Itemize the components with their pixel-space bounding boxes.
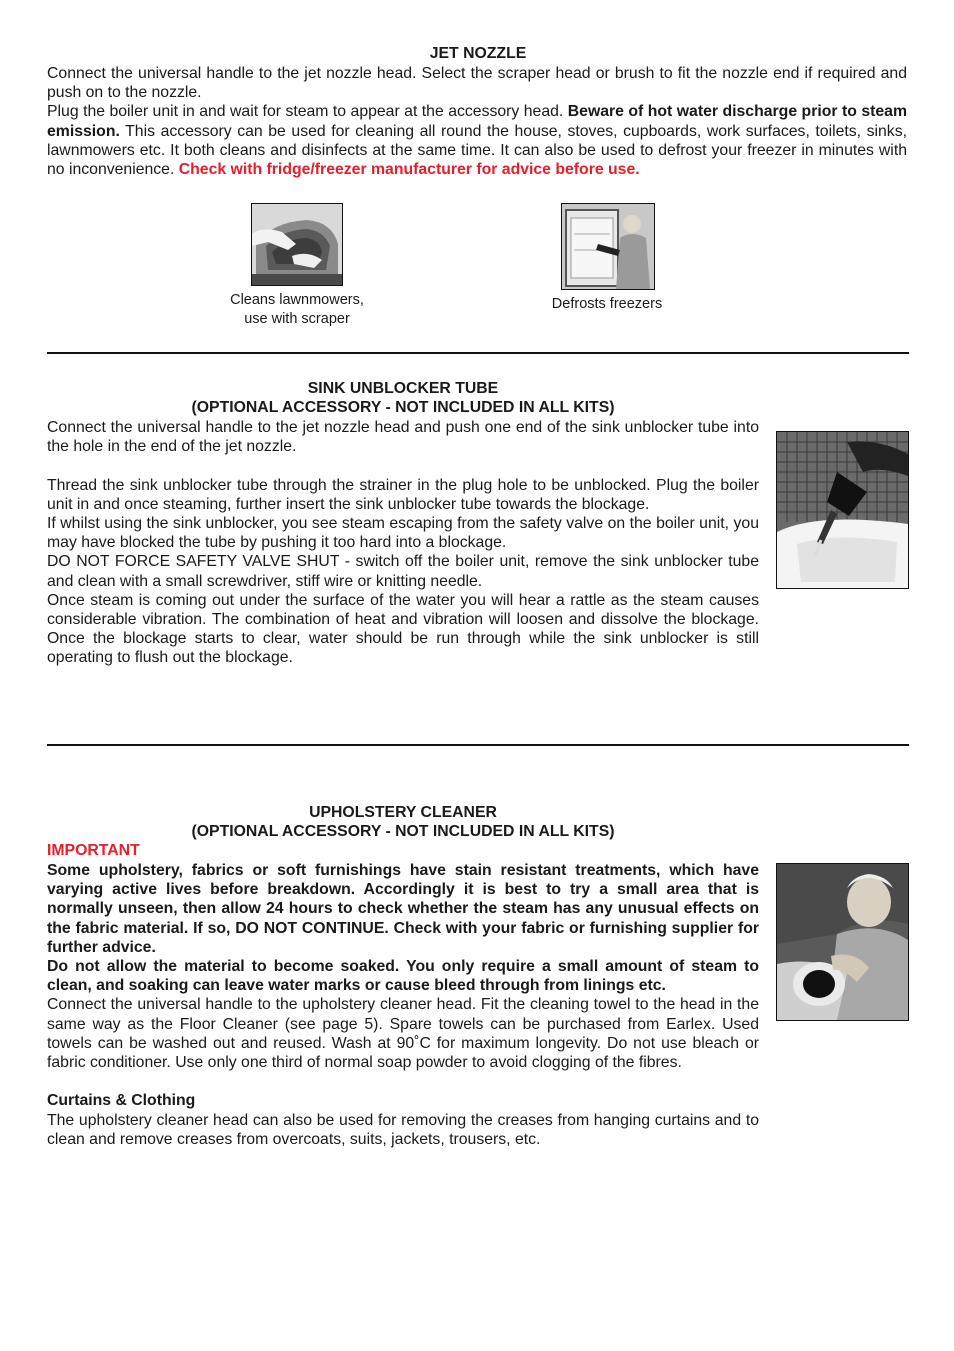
- jet-nozzle-paragraph-2: [47, 102, 907, 179]
- section-divider-1: [47, 352, 909, 354]
- sink-unblocker-title: SINK UNBLOCKER TUBE: [307, 380, 499, 397]
- upholstery-paragraph-1: Connect the universal handle to the upholstery cleaner head. Fit the cleaning towel to the head in the same way as the Floor Cleaner (see page 5). Spare towels can be purchased from Earlex. Used towels can be washed out and reused. Wash at 90˚C for maximum longevity. Do not use bleach or fabric conditioner. Use only one third of normal soap powder to avoid clogging of the fibres.: [47, 996, 759, 1072]
- jet-nozzle-paragraph-1: Connect the universal handle to the jet nozzle head. Select the scraper head or brush to fit the nozzle end if required and push on to the nozzle.: [47, 65, 907, 102]
- sink-photo: [776, 431, 909, 589]
- freezer-photo: [561, 203, 655, 290]
- upholstery-photo: [776, 863, 909, 1021]
- section-divider-2: [47, 744, 909, 746]
- upholstery-warning-2: Do not allow the material to become soaked. You only require a small amount of steam to clean, and soaking can leave water marks or cause bleed through from linings etc.: [47, 958, 759, 995]
- jet-nozzle-title: JET NOZZLE: [429, 45, 527, 62]
- sink-unblocker-paragraph-1: Connect the universal handle to the jet nozzle head and push one end of the sink unblocker tube into the hole in the end of the jet nozzle.: [47, 419, 759, 456]
- freezer-advice-warning: Check with fridge/freezer manufacturer for advice before use.: [178, 161, 640, 179]
- sink-unblocker-paragraph-5: Once steam is coming out under the surface of the water you will hear a rattle as the steam causes considerable vibration. The combination of heat and vibration will loosen and dissolve the blockage. Once the blockage starts to clear, water should be run through while the sink unblocker is still operating to flush out the blockage.: [47, 591, 759, 667]
- sink-unblocker-paragraph-4: DO NOT FORCE SAFETY VALVE SHUT - switch off the boiler unit, remove the sink unblocker tube and clean with a small screwdriver, stiff wire or knitting needle.: [47, 553, 759, 590]
- upholstery-warning-1: Some upholstery, fabrics or soft furnishings have stain resistant treatments, which have varying active lives before breakdown. Accordingly it is best to try a small area that is normally unseen, then allow 24 hours to check whether the steam has any unusual effects on the fabric material. If so, DO NOT CONTINUE. Check with your fabric or furnishing supplier for further advice.: [47, 862, 759, 956]
- upholstery-subtitle: (OPTIONAL ACCESSORY - NOT INCLUDED IN ALL KITS): [191, 823, 615, 840]
- sink-unblocker-paragraph-2: Thread the sink unblocker tube through the strainer in the plug hole to be unblocked. Plug the boiler unit in and once steaming, further insert the sink unblocker tube towards the blockage.: [47, 476, 759, 513]
- upholstery-title: UPHOLSTERY CLEANER: [309, 804, 497, 821]
- lawnmower-caption: [207, 291, 387, 329]
- freezer-caption: Defrosts freezers: [551, 296, 663, 312]
- curtains-clothing-heading: Curtains & Clothing: [47, 1092, 196, 1110]
- lawnmower-caption-line-1: Cleans lawnmowers,: [230, 292, 364, 308]
- sink-unblocker-subtitle: (OPTIONAL ACCESSORY - NOT INCLUDED IN ALL KITS): [191, 399, 615, 416]
- jet-nozzle-body: [47, 64, 907, 179]
- lawnmower-photo: [251, 203, 343, 286]
- important-label: IMPORTANT: [47, 842, 140, 859]
- jet-nozzle-p2-start: Plug the boiler unit in and wait for steam to appear at the accessory head.: [47, 103, 564, 121]
- upholstery-body: [47, 861, 759, 1149]
- lawnmower-caption-line-2: use with scraper: [244, 311, 350, 327]
- jet-nozzle-p2-middle: This accessory can be used for cleaning all round the house, stoves, cupboards, work surfaces, toilets, sinks, lawnmowers etc. It both cleans and disinfects at the same time. It can also be used to defrost your freezer in minutes with no inconvenience.: [47, 122, 907, 179]
- sink-unblocker-paragraph-3: If whilst using the sink unblocker, you see steam escaping from the safety valve on the boiler unit, you may have blocked the tube by pushing it too hard into a blockage.: [47, 515, 759, 552]
- curtains-clothing-paragraph: The upholstery cleaner head can also be used for removing the creases from hanging curtains and to clean and remove creases from overcoats, suits, jackets, trousers, etc.: [47, 1111, 759, 1148]
- sink-unblocker-body: [47, 418, 759, 668]
- hot-water-warning: Beware of hot water discharge prior to steam emission.: [47, 103, 908, 140]
